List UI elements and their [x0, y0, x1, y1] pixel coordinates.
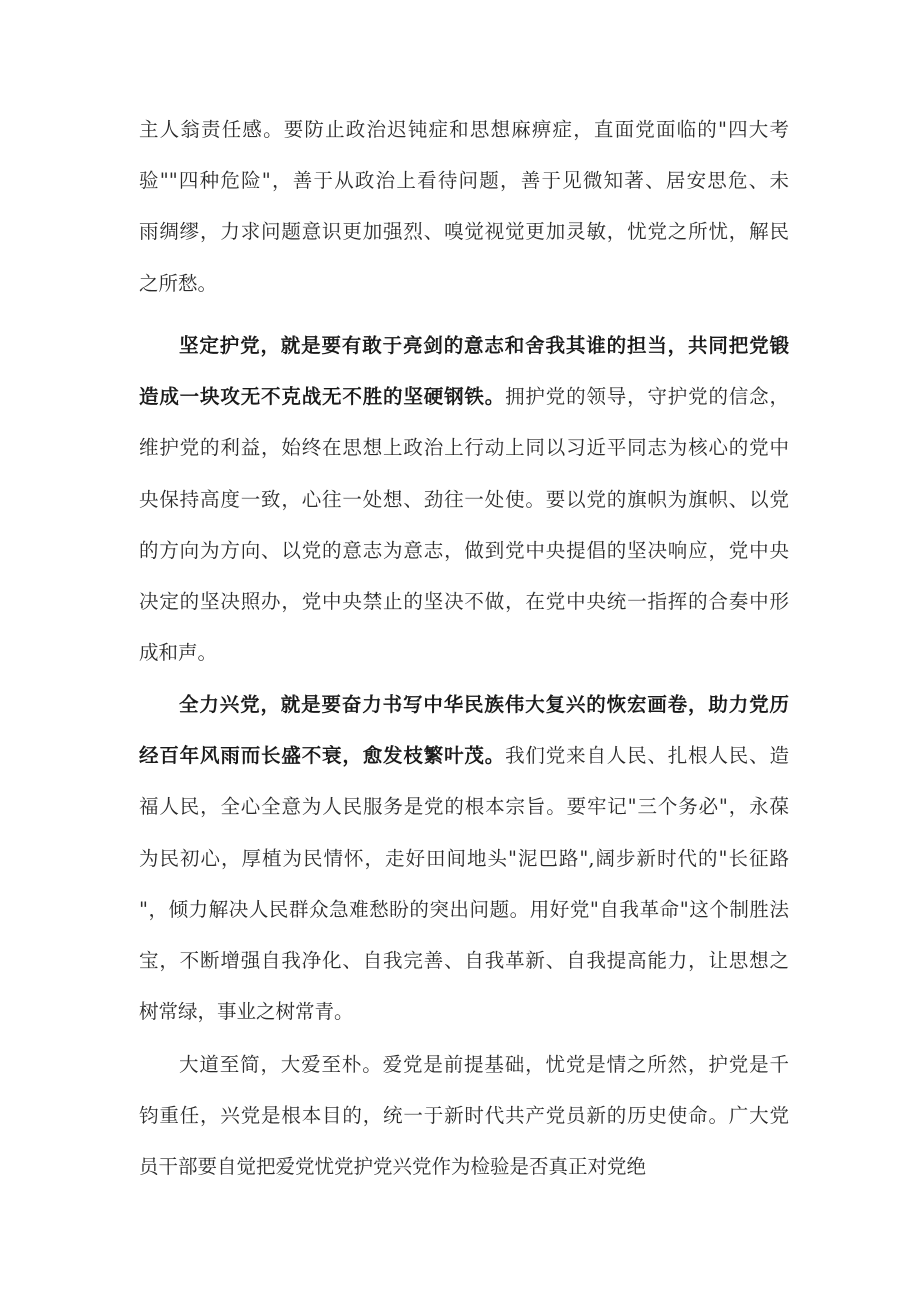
text-line: 福人民，全心全意为人民服务是党的根本宗旨。要牢记"三个务必"，永葆 — [139, 795, 789, 819]
text-line: 钧重任，兴党是根本目的，统一于新时代共产党员新的历史使命。广大党 — [139, 1104, 789, 1128]
text-line: 验""四种危险"，善于从政治上看待问题，善于见微知著、居安思危、未 — [139, 169, 789, 193]
text-line: 维护党的利益，始终在思想上政治上行动上同以习近平同志为核心的党中 — [139, 436, 789, 460]
text-line: 树常绿，事业之树常青。 — [139, 1000, 354, 1024]
paragraph-2 — [139, 320, 789, 678]
text-line: 员干部要自觉把爱党忧党护党兴党作为检验是否真正对党绝 — [139, 1155, 647, 1179]
text-line: 的方向为方向、以党的意志为意志，做到党中央提倡的坚决响应，党中央 — [139, 538, 789, 562]
text-line: 大道至简，大爱至朴。爱党是前提基础，忧党是情之所然，护党是千 — [179, 1053, 789, 1076]
bold-lead-text: 经百年风雨而长盛不衰，愈发枝繁叶茂。 — [139, 744, 506, 768]
text-line: "，倾力解决人民群众急难愁盼的突出问题。用好党"自我革命"这个制胜法 — [139, 897, 789, 921]
text-line: 之所愁。 — [139, 271, 218, 295]
text-line: 央保持高度一致，心往一处想、劲往一处使。要以党的旗帜为旗帜、以党 — [139, 487, 789, 511]
text-line: 决定的坚决照办，党中央禁止的坚决不做，在党中央统一指挥的合奏中形 — [139, 589, 789, 613]
text-line: 成和声。 — [139, 641, 218, 665]
text-line: 雨绸缪，力求问题意识更加强烈、嗅觉视觉更加灵敏，忧党之所忧，解民 — [139, 220, 789, 244]
paragraph-4 — [139, 1039, 789, 1193]
text-line: 主人翁责任感。要防止政治迟钝症和思想麻痹症，直面党面临的"四大考 — [139, 118, 789, 141]
bold-lead-text: 造成一块攻无不克战无不胜的坚硬钢铁。 — [139, 385, 506, 409]
body-text: 我们党来自人民、扎根人民、造 — [505, 744, 789, 768]
body-text: 拥护党的领导，守护党的信念， — [505, 385, 789, 409]
text-line: 宝，不断增强自我净化、自我完善、自我革新、自我提高能力，让思想之 — [139, 948, 789, 972]
paragraph-3 — [139, 679, 789, 1037]
paragraph-1 — [139, 104, 789, 309]
bold-lead-line: 坚定护党，就是要有敢于亮剑的意志和舍我其谁的担当，共同把党锻 — [179, 334, 789, 357]
mixed-line — [139, 371, 789, 422]
mixed-line — [139, 730, 789, 781]
text-line: 为民初心，厚植为民情怀，走好田间地头"泥巴路",阔步新时代的"长征路 — [139, 846, 789, 870]
bold-lead-line: 全力兴党，就是要奋力书写中华民族伟大复兴的恢宏画卷，助力党历 — [179, 693, 789, 716]
